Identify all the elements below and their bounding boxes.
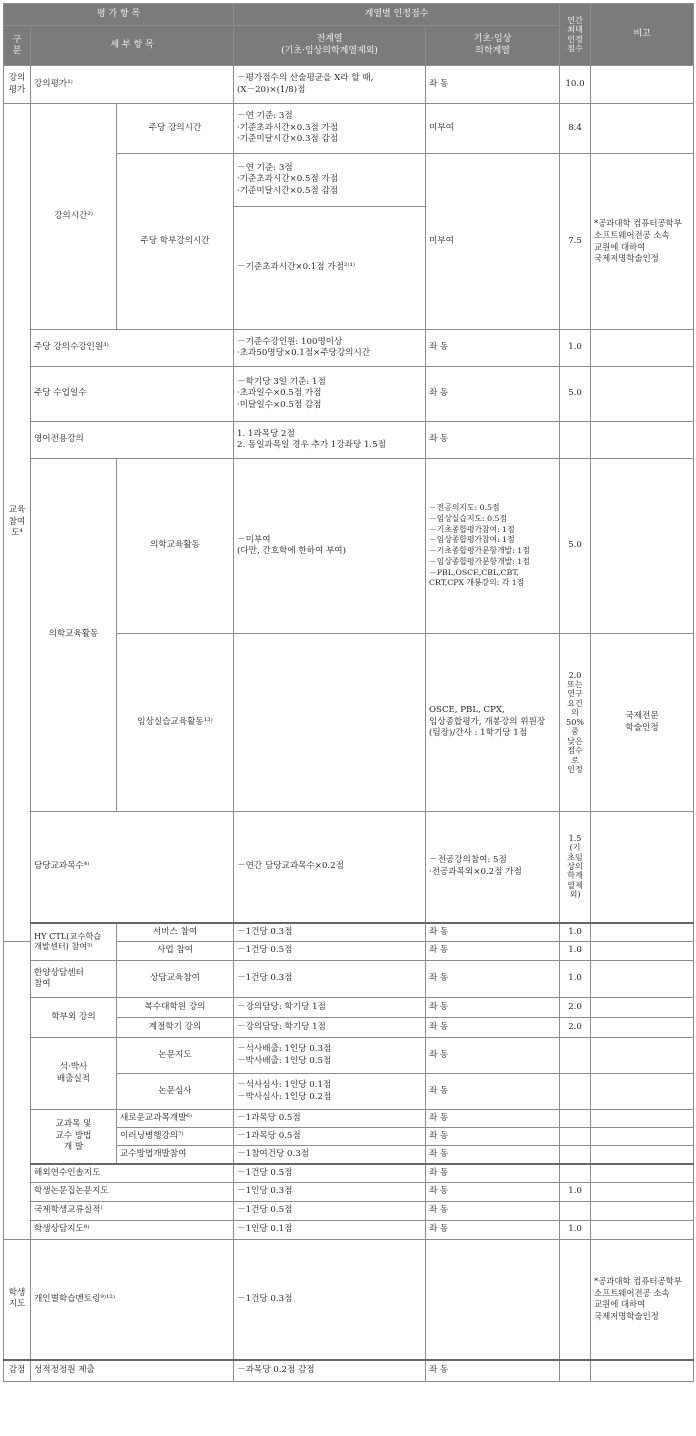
item-enrollment: 주당 강의수강인원³⁾ bbox=[31, 330, 234, 367]
item-thesis: 석·박사 배출실적 bbox=[31, 1038, 117, 1110]
item-clinical: 임상실습교육활동¹³⁾ bbox=[117, 634, 234, 812]
thesis-review-note bbox=[591, 1074, 694, 1110]
counseling-note bbox=[591, 1221, 694, 1240]
double-degree-med: 좌 동 bbox=[426, 998, 560, 1018]
double-degree-max: 2.0 bbox=[560, 998, 591, 1018]
business-med: 좌 동 bbox=[426, 942, 560, 961]
intl-exchange-note bbox=[591, 1202, 694, 1221]
overseas-all: －1건당 0.5점 bbox=[234, 1164, 426, 1183]
new-course-max bbox=[560, 1110, 591, 1128]
intl-exchange-max bbox=[560, 1202, 591, 1221]
elearning-all: －1과목당 0.5점 bbox=[234, 1128, 426, 1146]
enrollment-med: 좌 동 bbox=[426, 330, 560, 367]
thesis-guide-note bbox=[591, 1038, 694, 1074]
header-annual-max: 연간 최대 인정 점수 bbox=[560, 4, 591, 66]
courses-max: 1.5 (기 초임 상의 학계 열제 외) bbox=[560, 812, 591, 923]
thesis-guide-all: －석사배출: 1인당 0.3점 －박사배출: 1인당 0.5점 bbox=[234, 1038, 426, 1074]
counsel-center-max: 1.0 bbox=[560, 961, 591, 998]
med-edu-activity-all: －미부여 (다만, 간호학에 한하여 부여) bbox=[234, 459, 426, 634]
item-mentoring: 개인별학습멘토링⁹⁾¹²⁾ bbox=[31, 1240, 234, 1360]
student-thesis-all: －1인당 0.3점 bbox=[234, 1183, 426, 1202]
group-edu-participation: 교육 참여 도⁴ bbox=[4, 104, 31, 942]
item-thesis-review: 논문심사 bbox=[117, 1074, 234, 1110]
header-score-by-field: 계열별 인정점수 bbox=[234, 4, 560, 26]
item-weekly-undergrad: 주당 학부강의시간 bbox=[117, 154, 234, 330]
group-lecture-eval: 강의 평가 bbox=[4, 66, 31, 104]
double-degree-all: －강의담당: 학기당 1점 bbox=[234, 998, 426, 1018]
method-dev-med: 좌 동 bbox=[426, 1146, 560, 1164]
intl-exchange-med: 좌 동 bbox=[426, 1202, 560, 1221]
new-course-med: 좌 동 bbox=[426, 1110, 560, 1128]
item-grade-correction: 성적정정원 제출 bbox=[31, 1360, 234, 1382]
seasonal-note bbox=[591, 1018, 694, 1038]
counseling-med: 좌 동 bbox=[426, 1221, 560, 1240]
service-all: －1건당 0.3점 bbox=[234, 923, 426, 942]
lecture-eval-all: －평가점수의 산술평균을 X라 할 때, (X－20)×(1/8)점 bbox=[234, 66, 426, 104]
item-lecture-time: 강의시간²⁾ bbox=[31, 104, 117, 330]
weekly-undergrad-max: 7.5 bbox=[560, 154, 591, 330]
weekly-lecture-all: －연 기준: 3점 ·기준초과시간×0.3점 가점 ·기준미달시간×0.3점 감점 bbox=[234, 104, 426, 154]
weekly-undergrad-all-a: －연 기준: 3점 ·기준초과시간×0.5점 가점 ·기준미달시간×0.5점 감점 bbox=[234, 154, 426, 207]
item-thesis-guide: 논문지도 bbox=[117, 1038, 234, 1074]
weekly-lecture-note bbox=[591, 104, 694, 154]
group-student-guidance: 학생 지도 bbox=[4, 1240, 31, 1360]
method-dev-max bbox=[560, 1146, 591, 1164]
courses-med: －전공강의참여: 5점 ·전공과목외×0.2점 가점 bbox=[426, 812, 560, 923]
item-new-course: 새로운교과목개발⁶⁾ bbox=[117, 1110, 234, 1128]
item-class-days: 주당 수업일수 bbox=[31, 367, 234, 422]
item-double-degree: 복수대학원 강의 bbox=[117, 998, 234, 1018]
clinical-note: 국제전문 학술인정 bbox=[591, 634, 694, 812]
class-days-med: 좌 동 bbox=[426, 367, 560, 422]
item-counsel-edu: 상담교육참여 bbox=[117, 961, 234, 998]
counsel-center-all: －1건당 0.3점 bbox=[234, 961, 426, 998]
enrollment-all: －기준수강인원: 100명이상 ·초과50명당×0.1점×주당강의시간 bbox=[234, 330, 426, 367]
method-dev-note bbox=[591, 1146, 694, 1164]
item-service: 서비스 참여 bbox=[117, 923, 234, 942]
counseling-max: 1.0 bbox=[560, 1221, 591, 1240]
business-note bbox=[591, 942, 694, 961]
student-thesis-max: 1.0 bbox=[560, 1183, 591, 1202]
weekly-lecture-med: 미부여 bbox=[426, 104, 560, 154]
overseas-max bbox=[560, 1164, 591, 1183]
intl-exchange-all: －1건당 0.5점 bbox=[234, 1202, 426, 1221]
header-medical-fields: 기초·임상 의학계열 bbox=[426, 26, 560, 66]
item-counseling: 학생상담지도⁸⁾ bbox=[31, 1221, 234, 1240]
group-edu-participation-cont bbox=[4, 942, 31, 1240]
method-dev-all: －1참여건당 0.3점 bbox=[234, 1146, 426, 1164]
med-edu-activity-note bbox=[591, 459, 694, 634]
item-lecture-eval: 강의평가¹⁾ bbox=[31, 66, 234, 104]
overseas-med: 좌 동 bbox=[426, 1164, 560, 1183]
class-days-all: －학기당 3일 기준: 1점 ·초과일수×0.5점 가점 ·미달일수×0.5점 감점 bbox=[234, 367, 426, 422]
service-max: 1.0 bbox=[560, 923, 591, 942]
english-note bbox=[591, 422, 694, 459]
elearning-note bbox=[591, 1128, 694, 1146]
item-courses: 담당교과목수⁴⁾ bbox=[31, 812, 234, 923]
weekly-lecture-max: 8.4 bbox=[560, 104, 591, 154]
service-note bbox=[591, 923, 694, 942]
thesis-guide-med: 좌 동 bbox=[426, 1038, 560, 1074]
english-med: 좌 동 bbox=[426, 422, 560, 459]
item-elearning: 이러닝병행강의⁷⁾ bbox=[117, 1128, 234, 1146]
seasonal-all: －강의담당: 학기당 1점 bbox=[234, 1018, 426, 1038]
item-med-edu-activity: 의학교육활동 bbox=[117, 459, 234, 634]
clinical-all bbox=[234, 634, 426, 812]
double-degree-note bbox=[591, 998, 694, 1018]
item-weekly-lecture: 주당 강의시간 bbox=[117, 104, 234, 154]
grade-correction-note bbox=[591, 1360, 694, 1382]
english-all: 1. 1과목당 2점 2. 동일과목일 경우 추가 1강좌당 1.5점 bbox=[234, 422, 426, 459]
courses-note bbox=[591, 812, 694, 923]
thesis-review-max bbox=[560, 1074, 591, 1110]
item-overseas: 해외연수인솔지도 bbox=[31, 1164, 234, 1183]
business-max: 1.0 bbox=[560, 942, 591, 961]
item-seasonal: 계절학기 강의 bbox=[117, 1018, 234, 1038]
elearning-max bbox=[560, 1128, 591, 1146]
item-outside: 학부외 강의 bbox=[31, 998, 117, 1038]
thesis-review-med: 좌 동 bbox=[426, 1074, 560, 1110]
lecture-eval-max: 10.0 bbox=[560, 66, 591, 104]
thesis-review-all: －석사심사: 1인당 0.1점 －박사심사: 1인당 0.2점 bbox=[234, 1074, 426, 1110]
lecture-eval-med: 좌 동 bbox=[426, 66, 560, 104]
business-all: －1건당 0.5점 bbox=[234, 942, 426, 961]
clinical-max: 2.0 또는 연구 요건 의 50% 중 낮은 점수 로 인정 bbox=[560, 634, 591, 812]
header-category: 구 분 bbox=[4, 26, 31, 66]
class-days-max: 5.0 bbox=[560, 367, 591, 422]
mentoring-all: －1건당 0.3점 bbox=[234, 1240, 426, 1360]
item-hy-ctl: HY CTL(교수학습 개발센터) 참여⁵⁾ bbox=[31, 923, 117, 961]
header-eval-items: 평 가 항 목 bbox=[4, 4, 234, 26]
overseas-note bbox=[591, 1164, 694, 1183]
counsel-center-med: 좌 동 bbox=[426, 961, 560, 998]
evaluation-score-table bbox=[3, 3, 694, 1382]
grade-correction-max bbox=[560, 1360, 591, 1382]
med-edu-activity-med: －전공의지도: 0.5점 －임상실습지도: 0.5점 －기초종합평가참여: 1점 －임상종합평가참여: 1점 －기초종합평가문항개발: 1점 －임상종합평가문항개발: 1점 －PBL,OSCE,CBL,CBT, CRT,CPX 개봉강의: 각 1점 bbox=[426, 459, 560, 634]
clinical-med: OSCE, PBL, CPX, 임상종합평가, 개봉강의 위원장(팀장)/간사 : 1학기당 1점 bbox=[426, 634, 560, 812]
med-edu-activity-max: 5.0 bbox=[560, 459, 591, 634]
item-curriculum: 교과목 및 교수 방법 개 발 bbox=[31, 1110, 117, 1164]
counseling-all: －1인당 0.1점 bbox=[234, 1221, 426, 1240]
class-days-note bbox=[591, 367, 694, 422]
new-course-all: －1과목당 0.5점 bbox=[234, 1110, 426, 1128]
grade-correction-med: 좌 동 bbox=[426, 1360, 560, 1382]
header-all-fields: 전계열 (기초·임상의학계열제외) bbox=[234, 26, 426, 66]
weekly-undergrad-note: *공과대학 컴퓨터공학부 소프트웨어전공 소속 교원에 대하여 국제저명학술인정 bbox=[591, 154, 694, 330]
enrollment-note bbox=[591, 330, 694, 367]
new-course-note bbox=[591, 1110, 694, 1128]
group-deduction: 감점 bbox=[4, 1360, 31, 1382]
weekly-undergrad-all-b: －기준초과시간×0.1점 가점²⁽¹⁾ bbox=[234, 207, 426, 330]
grade-correction-all: －과목당 0.2점 감점 bbox=[234, 1360, 426, 1382]
item-med-edu: 의학교육활동 bbox=[31, 459, 117, 812]
item-counsel-center: 한양상담센터 참여 bbox=[31, 961, 117, 998]
service-med: 좌 동 bbox=[426, 923, 560, 942]
lecture-eval-note bbox=[591, 66, 694, 104]
header-remarks: 비고 bbox=[591, 4, 694, 66]
item-english: 영어전용강의 bbox=[31, 422, 234, 459]
elearning-med: 좌 동 bbox=[426, 1128, 560, 1146]
item-method-dev: 교수방법개발참여 bbox=[117, 1146, 234, 1164]
courses-all: －연간 담당교과목수×0.2점 bbox=[234, 812, 426, 923]
evaluation-table-page bbox=[3, 3, 693, 1382]
mentoring-med bbox=[426, 1240, 560, 1360]
item-business: 사업 참여 bbox=[117, 942, 234, 961]
mentoring-max bbox=[560, 1240, 591, 1360]
thesis-guide-max bbox=[560, 1038, 591, 1074]
student-thesis-med: 좌 동 bbox=[426, 1183, 560, 1202]
mentoring-note: *공과대학 컴퓨터공학부 소프트웨어전공 소속 교원에 대하여 국제저명학술인정 bbox=[591, 1240, 694, 1360]
seasonal-med: 좌 동 bbox=[426, 1018, 560, 1038]
weekly-undergrad-med: 미부여 bbox=[426, 154, 560, 330]
seasonal-max: 2.0 bbox=[560, 1018, 591, 1038]
item-student-thesis: 학생논문집논문지도 bbox=[31, 1183, 234, 1202]
counsel-center-note bbox=[591, 961, 694, 998]
item-intl-exchange: 국제학생교류실적⁾ bbox=[31, 1202, 234, 1221]
header-sub-items: 세 부 항 목 bbox=[31, 26, 234, 66]
enrollment-max: 1.0 bbox=[560, 330, 591, 367]
english-max bbox=[560, 422, 591, 459]
student-thesis-note bbox=[591, 1183, 694, 1202]
